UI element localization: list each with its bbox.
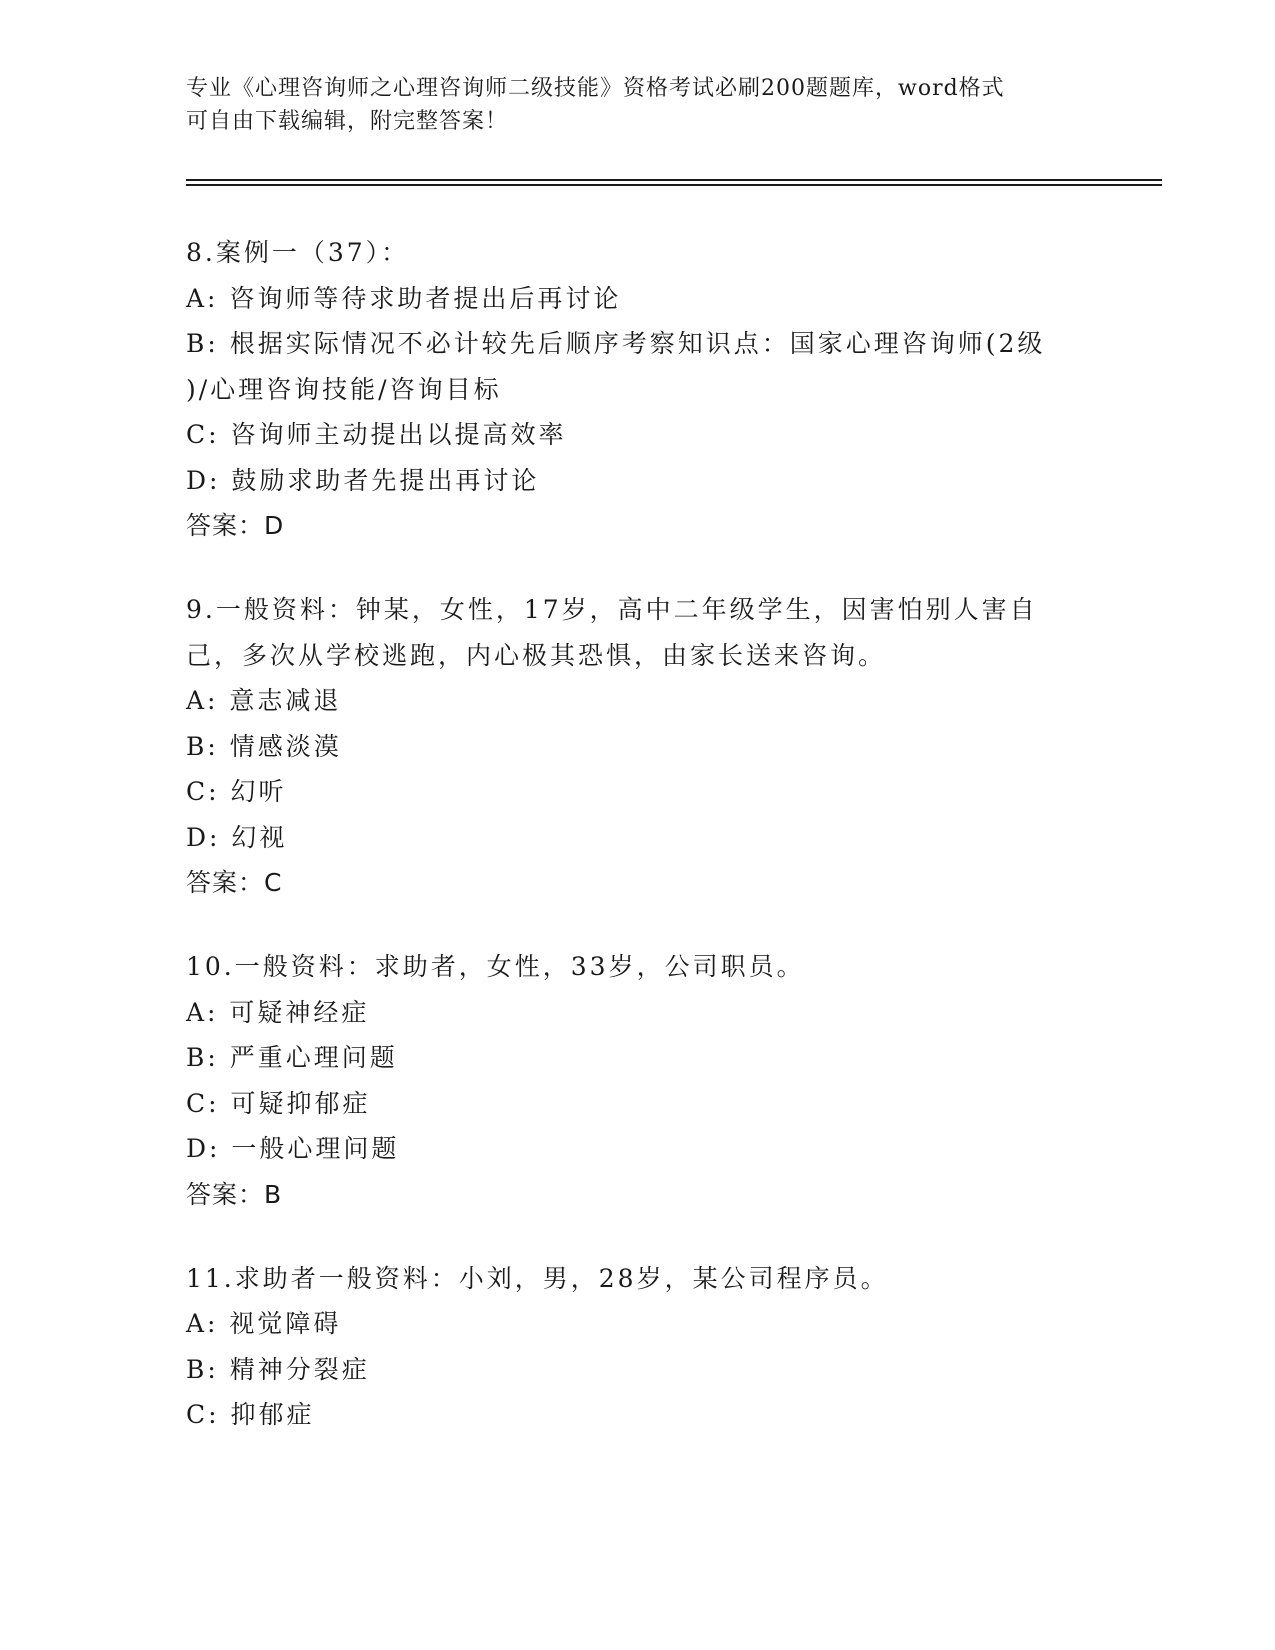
question-option: D: 鼓励求助者先提出再讨论 (186, 465, 540, 495)
question-option: C: 咨询师主动提出以提高效率 (186, 420, 567, 449)
question-option: C: 可疑抑郁症 (186, 1088, 371, 1118)
question-stem: 9.一般资料：钟某，女性，17岁，高中二年级学生，因害怕别人害自 (186, 595, 1038, 624)
question-option: B: 情感淡漠 (186, 731, 342, 761)
question-option: )/心理咨询技能/咨询目标 (186, 374, 502, 404)
question-stem: 己，多次从学校逃跑，内心极其恐惧，由家长送来咨询。 (186, 640, 887, 670)
question-stem: 8.案例一（37）： (186, 238, 410, 267)
question-list (186, 230, 1086, 1476)
question-option: D: 一般心理问题 (186, 1134, 400, 1163)
document-header (186, 72, 1086, 138)
question-answer: 答案：C (186, 868, 283, 897)
question-option: A: 咨询师等待求助者提出后再讨论 (186, 283, 622, 313)
question-option: A: 视觉障碍 (186, 1309, 342, 1338)
question-option: B: 精神分裂症 (186, 1354, 370, 1384)
question-stem: 11.求助者一般资料：小刘，男，28岁，某公司程序员。 (186, 1263, 889, 1293)
question-answer: 答案：D (186, 511, 285, 540)
question-stem: 10.一般资料：求助者，女性，33岁，公司职员。 (186, 952, 805, 981)
question-option: C: 抑郁症 (186, 1400, 315, 1429)
question-item (186, 587, 1086, 906)
question-option: B: 严重心理问题 (186, 1043, 398, 1072)
header-line: 专业《心理咨询师之心理咨询师二级技能》资格考试必刷200题题库，word格式 (186, 76, 1005, 101)
question-option: A: 意志减退 (186, 686, 342, 715)
question-item (186, 230, 1086, 549)
question-option: C: 幻听 (186, 777, 287, 806)
question-option: B: 根据实际情况不必计较先后顺序考察知识点：国家心理咨询师(2级 (186, 329, 1046, 358)
question-option: A: 可疑神经症 (186, 997, 370, 1027)
question-item (186, 944, 1086, 1218)
question-answer: 答案：B (186, 1179, 283, 1209)
question-item (186, 1256, 1086, 1438)
header-divider (186, 179, 1162, 181)
header-line: 可自由下载编辑，附完整答案！ (186, 109, 509, 134)
question-option: D: 幻视 (186, 822, 288, 852)
header-divider (186, 184, 1162, 186)
